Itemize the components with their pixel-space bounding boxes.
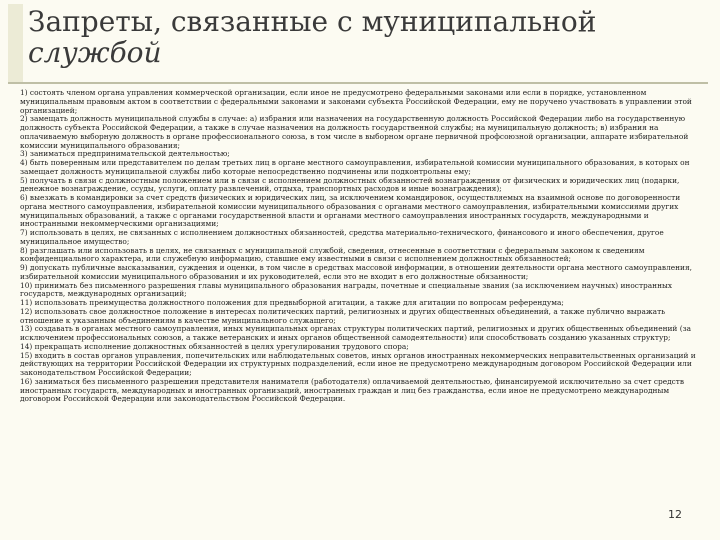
list-item: 5) получать в связи с должностным положением или в связи с исполнением должностных обязанностей вознаграждения от физических и юридических лиц (подарки, денежное вознаграждение, ссуды, услуги, оплату развлечений, отдыха, транспортных расходов и иные вознаграждения);	[20, 175, 680, 194]
list-item: 13) создавать в органах местного самоуправления, иных муниципальных органах структуры политических партий, религиозных и других общественных объединений (за исключением профессиональных союзов, а также ветеранских и иных органов общественной самодеятельности) или способствовать созданию указанных структур;	[20, 324, 692, 342]
list-item: 6) выезжать в командировки за счет средств физических и юридических лиц, за исключением командировок, осуществляемых на взаимной основе по договоренности органа местного самоуправления, избирательной комиссии муниципального образования с органами местного самоуправления, избирательными комиссиями других муниципальных образований, а также с органами государственной власти и органами местного самоуправления иностранных государств, международными и иностранными некоммерческими организациями;	[20, 193, 681, 229]
list-item: 3) заниматься предпринимательской деятельностью;	[20, 149, 230, 159]
list-item: 7) использовать в целях, не связанных с исполнением должностных обязанностей, средства материально-технического, финансового и иного обеспечения, другое муниципальное имущество;	[20, 228, 664, 246]
list-item: 10) принимать без письменного разрешения главы муниципального образования награды, почетные и специальные звания (за исключением научных) иностранных государств, международных организаций;	[20, 280, 673, 299]
slide-title	[28, 6, 708, 68]
prohibitions-list	[20, 89, 706, 509]
list-item: 16) заниматься без письменного разрешения представителя нанимателя (работодателя) оплачиваемой деятельностью, финансируемой исключительно за счет средств иностранных государств, международных и иностранных организаций, иностранных граждан и лиц без гражданства, если иное не предусмотрено международным договором Российской Федерации или законодательством Российской Федерации.	[20, 376, 685, 404]
list-item: 12) использовать свое должностное положение в интересах политических партий, религиозных и других общественных объединений, а также публично выражать отношение к указанным объединениям в качестве муниципального служащего;	[20, 306, 666, 325]
list-item: 1) состоять членом органа управления коммерческой организации, если иное не предусмотрено федеральными законами или если в порядке, установленном муниципальным правовым актом в соответствии с федеральными законами и законами субъекта Российской Федерации, ему не поручено участвовать в управлении этой организацией;	[20, 89, 692, 115]
title-accent-bar	[8, 4, 23, 82]
title-line-1: Запреты, связанные с муниципальной	[28, 5, 597, 38]
title-underline	[8, 82, 708, 84]
list-item: 9) допускать публичные высказывания, суждения и оценки, в том числе в средствах массовой информации, в отношении деятельности органа местного самоуправления, избирательной комиссии муниципального образования и их руководителей, если это не входит в его должностные обязанности;	[20, 263, 692, 281]
list-item: 2) замещать должность муниципальной службы в случае: а) избрания или назначения на государственную должность Российской Федерации либо на государственную должность субъекта Российской Федерации, а также в случае назначения на должность государственной службы; на муниципальную должность; в) избрания на оплачиваемую выборную должность в органе профессионального союза, в том числе в выборном органе первичной профсоюзной организации, аппарате избирательной комиссии муниципального образования;	[20, 114, 689, 150]
page-number: 12	[668, 508, 682, 521]
title-block	[0, 0, 720, 88]
list-item: 14) прекращать исполнение должностных обязанностей в целях урегулирования трудового спора;	[20, 341, 409, 351]
list-item: 8) разглашать или использовать в целях, не связанных с муниципальной службой, сведения, отнесенные в соответствии с федеральным законом к сведениям конфиденциального характера, или служебную информацию, ставшие ему известными в связи с исполнением должностных обязанностей;	[20, 245, 645, 264]
list-item: 15) входить в состав органов управления, попечительских или наблюдательных советов, иных органов иностранных некоммерческих неправительственных организаций и действующих на территории Российской Федерации их структурных подразделений, если иное не предусмотрено международным договором Российской Федерации или законодательством Российской Федерации;	[20, 350, 696, 377]
list-item: 4) быть поверенным или представителем по делам третьих лиц в органе местного самоуправления, избирательной комиссии муниципального образования, в которых он замещает должность муниципальной службы либо которые непосредственно подчинены или подконтрольны ему;	[20, 158, 690, 176]
list-item: 11) использовать преимущества должностного положения для предвыборной агитации, а также для агитации по вопросам референдума;	[20, 298, 564, 307]
title-line-2: службой	[28, 36, 162, 69]
